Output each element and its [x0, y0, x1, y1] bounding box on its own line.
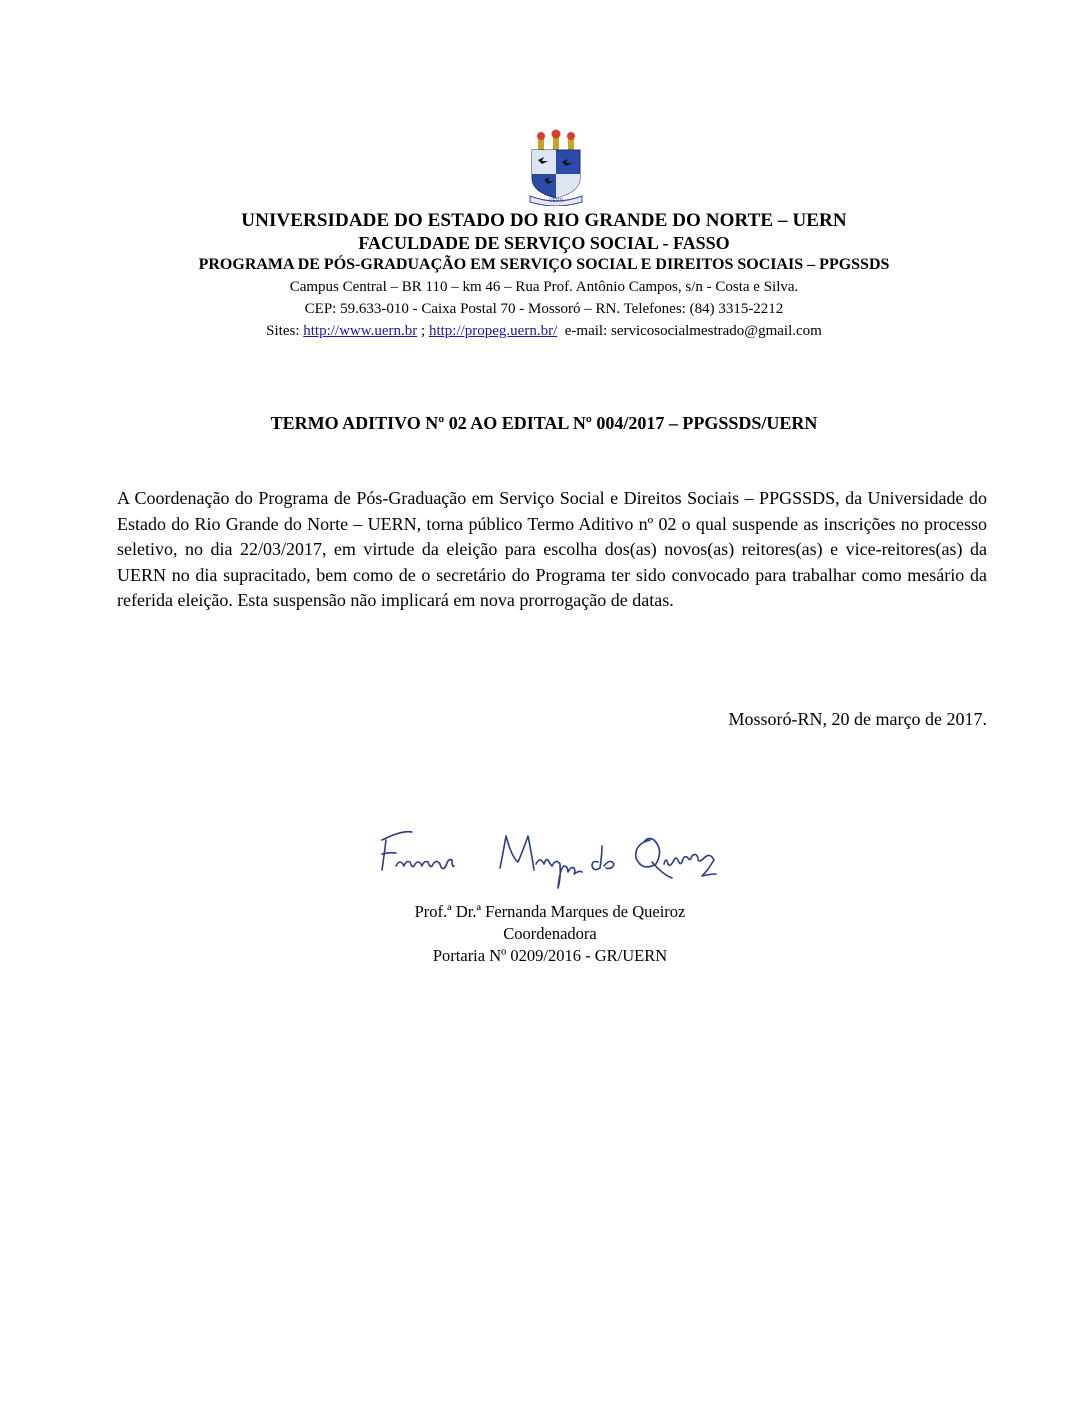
signatory-role: Coordenadora — [503, 924, 597, 943]
document-title: TERMO ADITIVO Nº 02 AO EDITAL Nº 004/2017 – PPGSSDS/UERN — [270, 413, 818, 433]
document-date: Mossoró-RN, 20 de março de 2017. — [728, 709, 987, 729]
handwritten-signature — [372, 818, 742, 896]
email-text: e-mail: servicosocialmestrado@gmail.com — [564, 323, 822, 339]
sites-label: Sites: — [266, 323, 300, 339]
letterhead — [100, 210, 988, 342]
faculty-name: FACULDADE DE SERVIÇO SOCIAL - FASSO — [358, 233, 730, 253]
logo-ribbon-text: UERN — [548, 198, 564, 204]
signature-block — [400, 901, 700, 967]
site-link-propeg[interactable]: http://propeg.uern.br/ — [428, 323, 558, 339]
uern-crest-logo — [524, 128, 588, 206]
document-body: A Coordenação do Programa de Pós-Graduação em Serviço Social e Direitos Sociais – PPGSSDS, da Universidade do Estado do Rio Grande do Norte – UERN, torna público Termo Aditivo nº 02 o qual suspende as inscrições no processo seletivo, no dia 22/03/2017, em virtude da eleição para escolha dos(as) novos(as) reitores(as) e vice-reitores(as) da UERN no dia supracitado, bem como de o secretário do Programa ter sido convocado para trabalhar como mesário da referida eleição. Esta suspensão não implicará em nova prorrogação de datas. — [117, 488, 987, 610]
sites-separator: ; — [421, 323, 426, 339]
address-line-2: CEP: 59.633-010 - Caixa Postal 70 - Mossoró – RN. Telefones: (84) 3315-2212 — [304, 301, 784, 317]
program-name: PROGRAMA DE PÓS-GRADUAÇÃO EM SERVIÇO SOCIAL E DIREITOS SOCIAIS – PPGSSDS — [198, 256, 890, 273]
signatory-appointment: Portaria Nº 0209/2016 - GR/UERN — [432, 946, 668, 965]
site-link-uern[interactable]: http://www.uern.br — [303, 323, 418, 339]
signatory-name: Prof.ª Dr.ª Fernanda Marques de Queiroz — [414, 902, 686, 921]
contact-line — [100, 320, 988, 342]
university-name: UNIVERSIDADE DO ESTADO DO RIO GRANDE DO NORTE – UERN — [241, 210, 847, 231]
address-line-1: Campus Central – BR 110 – km 46 – Rua Prof. Antônio Campos, s/n - Costa e Silva. — [289, 279, 799, 295]
